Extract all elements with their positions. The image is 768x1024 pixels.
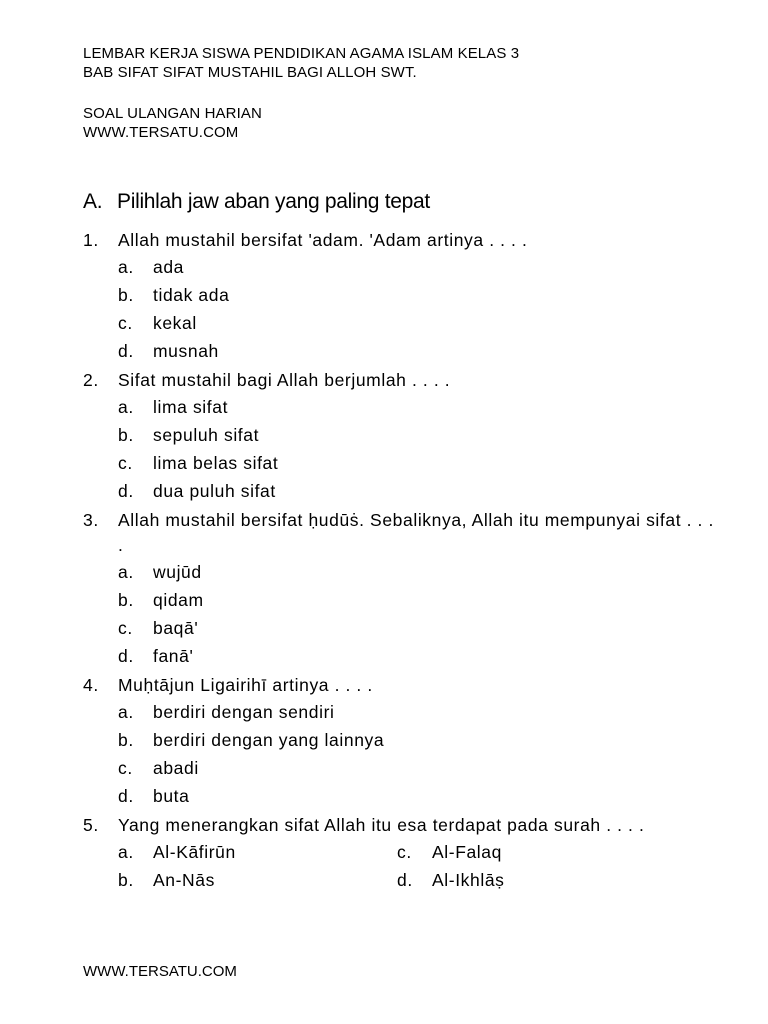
option-letter: d. (118, 646, 134, 666)
option-text: Al-Falaq (432, 842, 502, 862)
section-heading (83, 189, 430, 215)
option-text: kekal (153, 313, 197, 333)
option-text: qidam (153, 590, 204, 610)
question-text: Muḥtājun Ligairihī artinya . . . . (118, 675, 373, 695)
option-letter: b. (118, 590, 134, 610)
option-row-5-1 (83, 838, 723, 866)
option-2d (83, 477, 723, 505)
option-text: ada (153, 257, 184, 277)
option-text: musnah (153, 341, 219, 361)
option-letter: a. (118, 562, 134, 582)
option-3a (83, 558, 723, 586)
option-text: An-Nās (153, 870, 215, 890)
option-text: fanā' (153, 646, 194, 666)
option-text: wujūd (153, 562, 202, 582)
option-5b (118, 866, 215, 894)
question-number: 3. (83, 510, 99, 530)
option-2a (83, 393, 723, 421)
header-website: WWW.TERSATU.COM (83, 124, 239, 141)
option-letter: c. (397, 842, 412, 862)
option-3c (83, 614, 723, 642)
option-letter: a. (118, 842, 134, 862)
question-number: 2. (83, 370, 99, 390)
option-5c (397, 838, 502, 866)
option-1d (83, 337, 723, 365)
option-text: Al-Ikhlāṣ (432, 870, 505, 890)
option-text: lima sifat (153, 397, 229, 417)
option-text: abadi (153, 758, 199, 778)
option-letter: b. (118, 285, 134, 305)
option-letter: d. (118, 786, 134, 806)
question-number: 1. (83, 230, 99, 250)
question-1 (83, 228, 723, 253)
option-3b (83, 586, 723, 614)
option-text: dua puluh sifat (153, 481, 276, 501)
question-text: Sifat mustahil bagi Allah berjumlah . . . . (118, 370, 451, 390)
option-letter: b. (118, 730, 134, 750)
option-4c (83, 754, 723, 782)
header-exam-type: SOAL ULANGAN HARIAN (83, 105, 262, 122)
option-row-5-2 (83, 866, 723, 894)
option-text: lima belas sifat (153, 453, 279, 473)
section-letter: A. (83, 190, 103, 213)
option-text: berdiri dengan yang lainnya (153, 730, 385, 750)
header-spacer (83, 82, 519, 104)
option-letter: c. (118, 618, 133, 638)
question-number: 4. (83, 675, 99, 695)
option-4b (83, 726, 723, 754)
option-1c (83, 309, 723, 337)
option-3d (83, 642, 723, 670)
footer-website: WWW.TERSATU.COM (83, 963, 237, 980)
header-chapter: BAB SIFAT SIFAT MUSTAHIL BAGI ALLOH SWT. (83, 64, 417, 81)
question-text: Allah mustahil bersifat ḥudūṡ. Sebaliknya, Allah itu mempunyai sifat . . . . (118, 510, 714, 555)
option-letter: d. (397, 870, 413, 890)
option-letter: c. (118, 313, 133, 333)
question-text: Allah mustahil bersifat 'adam. 'Adam artinya . . . . (118, 230, 528, 250)
option-letter: a. (118, 397, 134, 417)
question-4 (83, 673, 723, 698)
option-text: sepuluh sifat (153, 425, 260, 445)
option-text: tidak ada (153, 285, 230, 305)
option-letter: d. (118, 481, 134, 501)
option-letter: a. (118, 702, 134, 722)
question-number: 5. (83, 815, 99, 835)
option-4a (83, 698, 723, 726)
option-1a (83, 253, 723, 281)
section-instruction: Pilihlah jaw aban yang paling tepat (117, 190, 430, 213)
option-text: buta (153, 786, 190, 806)
question-5 (83, 813, 723, 838)
question-2 (83, 368, 723, 393)
question-text: Yang menerangkan sifat Allah itu esa terdapat pada surah . . . . (118, 815, 645, 835)
option-2c (83, 449, 723, 477)
option-letter: c. (118, 758, 133, 778)
question-3 (83, 508, 723, 558)
option-letter: c. (118, 453, 133, 473)
option-text: Al-Kāfirūn (153, 842, 236, 862)
option-letter: b. (118, 870, 134, 890)
question-list (83, 225, 723, 894)
option-letter: a. (118, 257, 134, 277)
option-letter: b. (118, 425, 134, 445)
option-letter: d. (118, 341, 134, 361)
option-2b (83, 421, 723, 449)
option-5d (397, 866, 505, 894)
option-5a (118, 838, 236, 866)
option-1b (83, 281, 723, 309)
option-4d (83, 782, 723, 810)
option-text: berdiri dengan sendiri (153, 702, 335, 722)
header-title: LEMBAR KERJA SISWA PENDIDIKAN AGAMA ISLAM KELAS 3 (83, 45, 520, 62)
option-text: baqā' (153, 618, 199, 638)
document-header (83, 44, 519, 142)
